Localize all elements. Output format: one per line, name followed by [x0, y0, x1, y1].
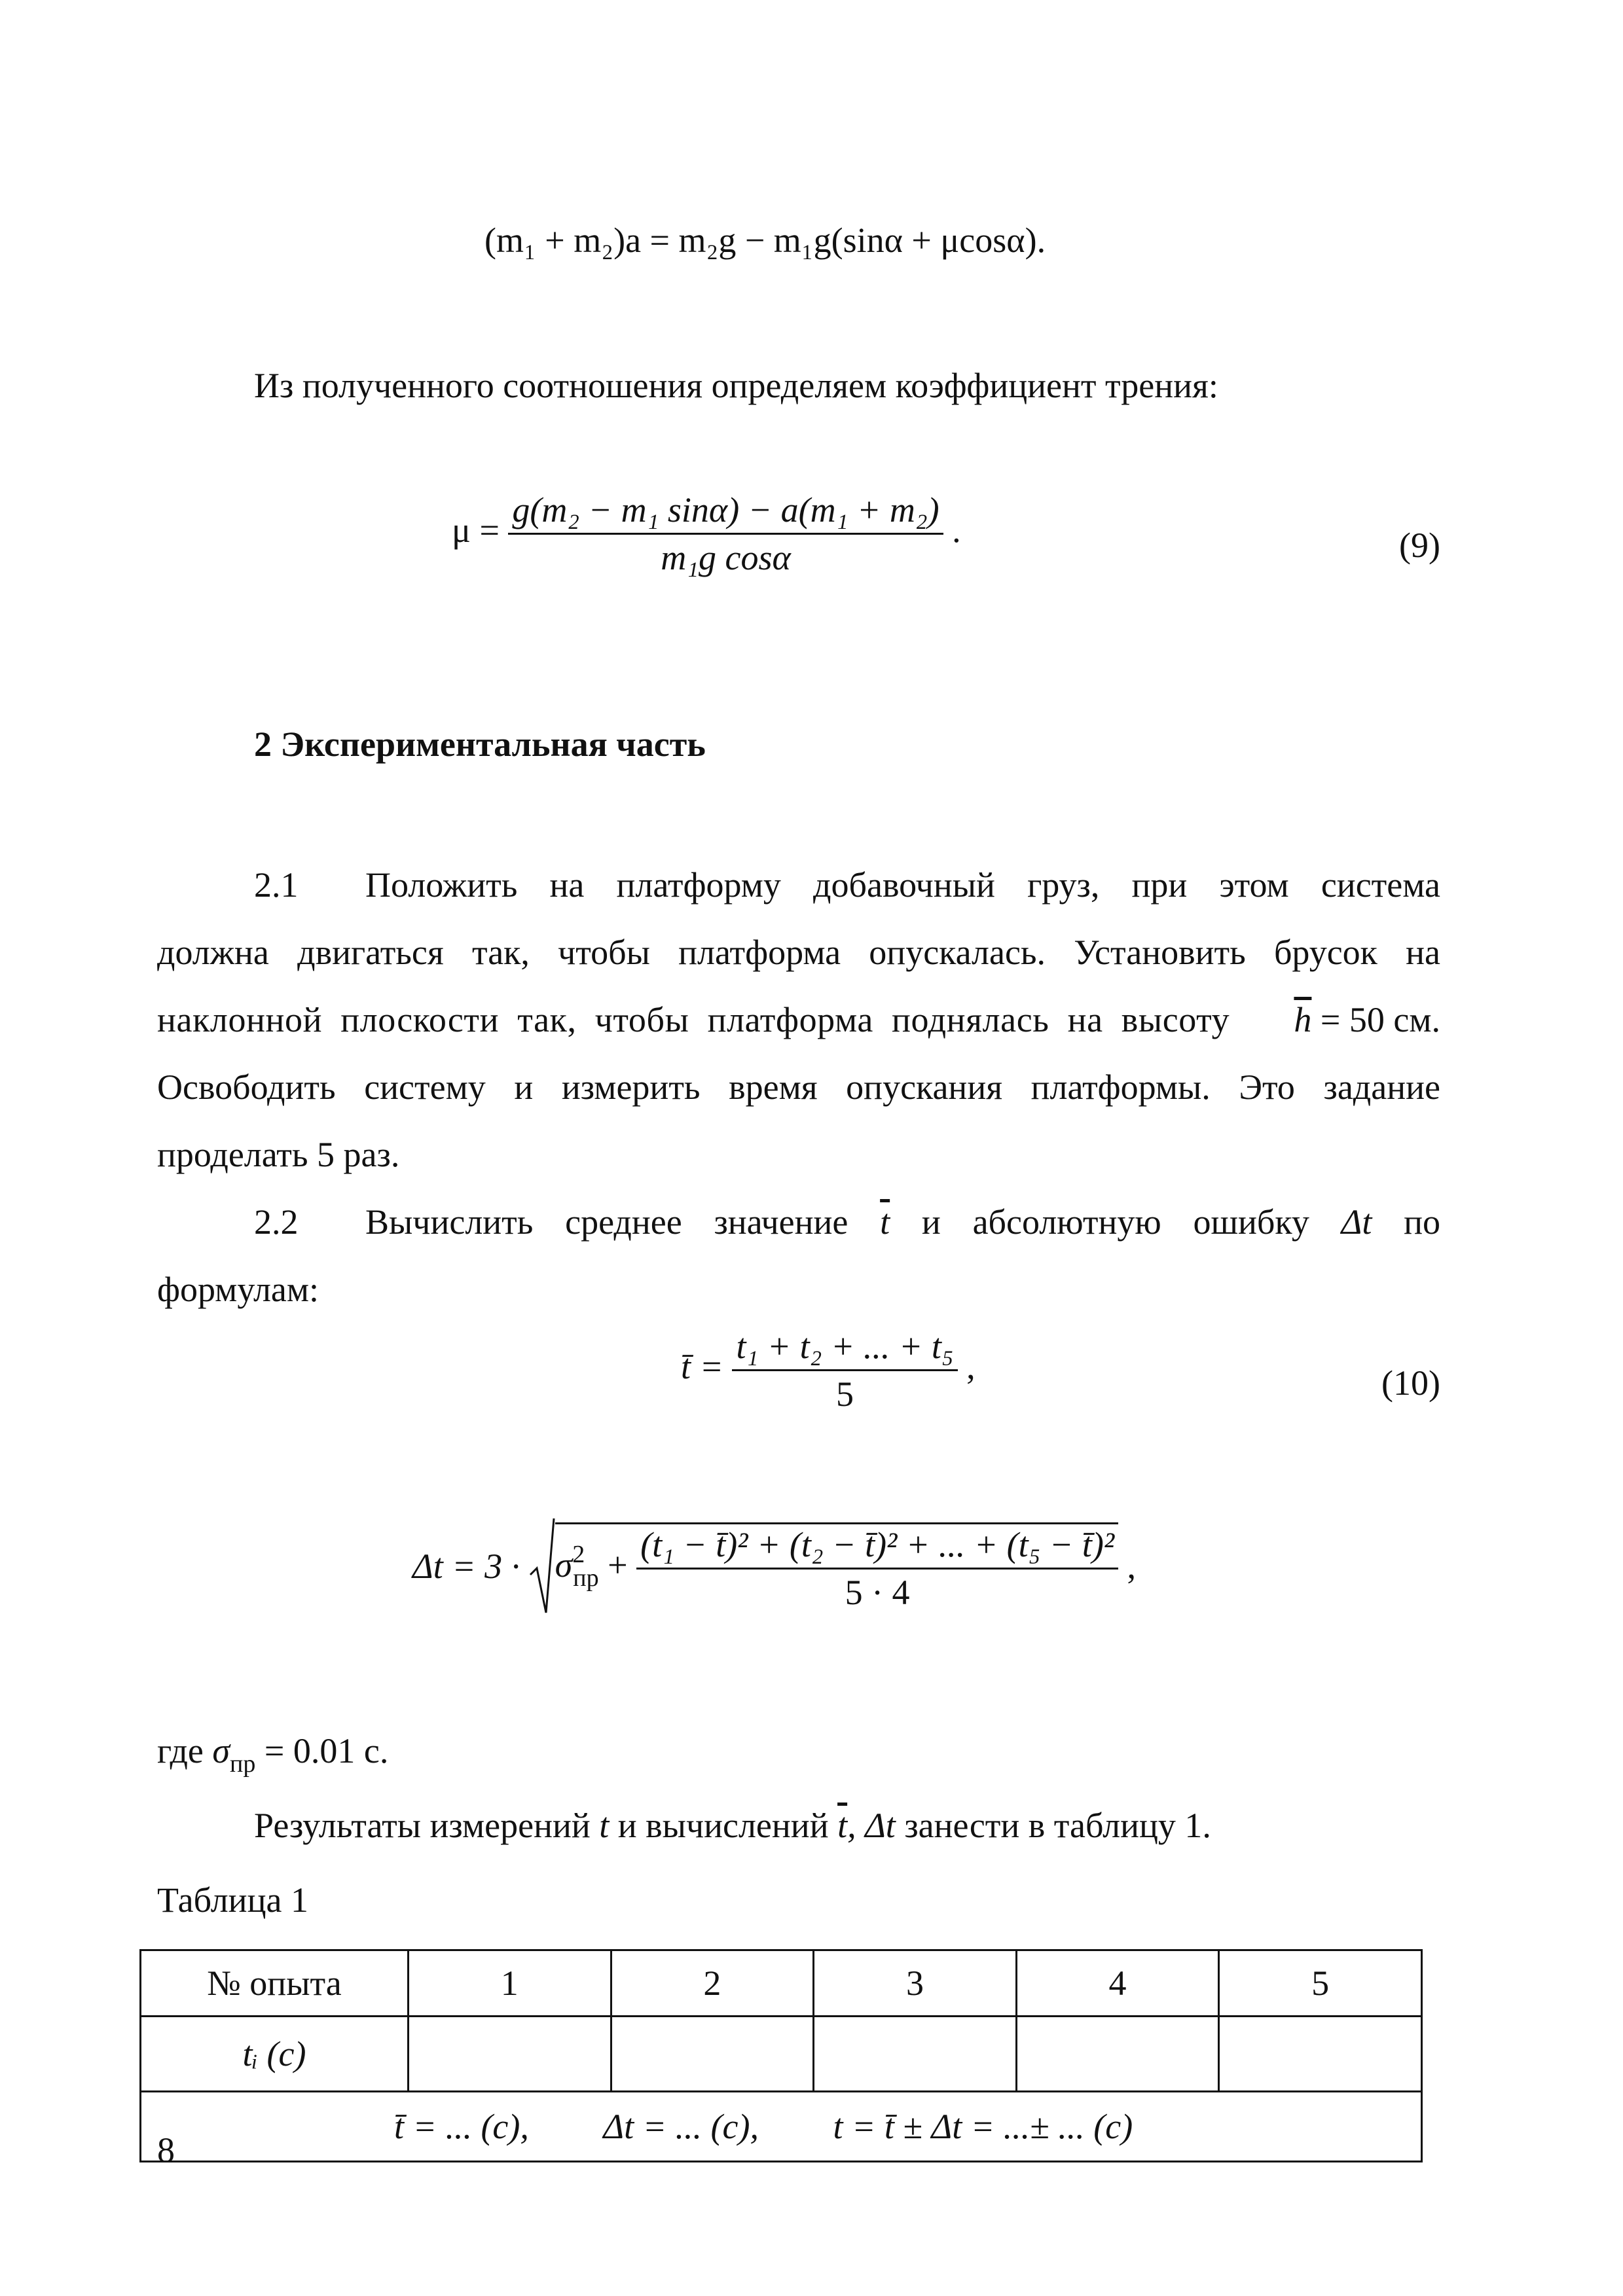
table-cell [814, 2017, 1017, 2092]
results-text-a: Результаты измерений [254, 1806, 591, 1845]
eq-delta-numerator: (t₁ − t̄)² + (t₂ − t̄)² + ... + (t₅ − t̄)² [636, 1527, 1118, 1570]
page-number: 8 [157, 2130, 175, 2170]
eq9-fraction [508, 492, 943, 575]
height-value: = 50 см. [1320, 1000, 1440, 1039]
eq10-number: (10) [1381, 1363, 1440, 1403]
height-symbol: $\overline{h}$ [1294, 1000, 1312, 1039]
eq9-lhs: μ = [452, 510, 500, 550]
table-summary-cell [141, 2092, 1422, 2162]
equation-motion [484, 223, 1046, 258]
eq-delta-denominator: 5 · 4 [845, 1573, 910, 1612]
table-header-label: № опыта [141, 1950, 409, 2017]
intro-friction-text: Из полученного соотношения определяем коэффициент трения: [254, 366, 1218, 405]
step-2-2-text-a: Вычислить среднее значение [365, 1202, 848, 1242]
sigma-note-subscript: пр [230, 1750, 256, 1778]
step-2-1-line-3-text: наклонной плоскости так, чтобы платформа поднялась на высоту [157, 1000, 1230, 1039]
equation-motion-text: (m₁ + m₂)a = m₂g − m₁g(sinα + μcosα). [484, 221, 1046, 260]
table-column-header: 3 [814, 1950, 1017, 2017]
table-caption: Таблица 1 [157, 1880, 308, 1920]
table-summary-row [141, 2092, 1422, 2162]
results-table [139, 1949, 1423, 2162]
step-2-1-line-3 [157, 1002, 1440, 1037]
height-expression [1294, 1002, 1440, 1037]
results-text-b: и вычислений [617, 1806, 829, 1845]
table-cell [1016, 2017, 1219, 2092]
delta-t-symbol: Δt [1341, 1202, 1372, 1242]
table-row-label: tᵢ (с) [141, 2017, 409, 2092]
eq10-denominator: 5 [836, 1374, 854, 1414]
eq10-tail: , [966, 1346, 976, 1386]
sigma-subscript: пр [573, 1564, 599, 1592]
table-column-header: 2 [611, 1950, 814, 2017]
eq9-denominator: m₁g cosα [661, 538, 791, 577]
step-2-2-text-c: по [1404, 1202, 1441, 1242]
step-2-2-text-b: и абсолютную ошибку [921, 1202, 1309, 1242]
step-2-2-line-2: формулам: [157, 1270, 319, 1309]
eq-delta-lhs: Δt = 3 · [412, 1547, 520, 1586]
results-text-c: занести в таблицу 1. [904, 1806, 1211, 1845]
eq10-lhs: t̄ = [681, 1346, 723, 1386]
section-heading: 2 Экспериментальная часть [254, 725, 706, 764]
step-2-2-line-1 [254, 1204, 1440, 1240]
summary-delta-t: Δt = ... (с), [603, 2107, 759, 2146]
table-column-header: 1 [409, 1950, 611, 2017]
sigma-symbol: σ [555, 1545, 573, 1585]
t-mean-symbol: $\overline{t}$ [880, 1202, 890, 1242]
step-2-1-number: 2.1 [254, 865, 299, 905]
eq-delta-tail: , [1127, 1547, 1137, 1586]
step-2-1-line-2: должна двигаться так, чтобы платформа опускалась. Установить брусок на [157, 933, 1440, 972]
table-cell [611, 2017, 814, 2092]
sqrt-body: $\sigma^2_{пр}$ + $\frac{\text{(t₁ − t̄)² + (t₂ − t̄)² + ... + (t₅ − t̄)²}}{5 \cdot 4}$ [555, 1522, 1118, 1610]
equation-delta-t [412, 1517, 1136, 1615]
step-2-1-line-4: Освободить систему и измерить время опускания платформы. Это задание [157, 1067, 1440, 1107]
equation-9 [452, 492, 961, 575]
eq10-fraction [732, 1329, 957, 1412]
step-2-1-line-5: проделать 5 раз. [157, 1135, 400, 1174]
eq-delta-fraction [636, 1527, 1118, 1610]
results-line: Результаты измерений t и вычислений $\overline{t}$, Δt занести в таблицу 1. [254, 1806, 1211, 1845]
table-cell [409, 2017, 611, 2092]
sigma-note: где $\sigma_{пр} = 0.01$ с. [157, 1731, 389, 1778]
eq10-numerator: t₁ + t₂ + ... + t₅ [732, 1329, 957, 1371]
eq9-numerator: g(m₂ − m₁ sinα) − a(m₁ + m₂) [508, 492, 943, 535]
eq9-tail: . [952, 510, 961, 550]
step-2-1-line-1-text: Положить на платформу добавочный груз, при этом система [365, 865, 1440, 905]
step-2-2-number: 2.2 [254, 1202, 299, 1242]
table-column-header: 5 [1219, 1950, 1422, 2017]
table-row-ti [141, 2017, 1422, 2092]
sigma-note-prefix: где [157, 1731, 204, 1770]
table-cell [1219, 2017, 1422, 2092]
table-header-row [141, 1950, 1422, 2017]
equation-10 [681, 1329, 976, 1412]
table-column-header: 4 [1016, 1950, 1219, 2017]
summary-t-mean: t̄ = ... (с), [394, 2107, 529, 2146]
step-2-1-line-1 [254, 867, 1440, 903]
sigma-note-value: = 0.01 с. [264, 1731, 389, 1770]
sqrt-sign-icon [529, 1517, 555, 1615]
eq9-number: (9) [1399, 526, 1440, 565]
summary-t-result: t = t̄ ± Δt = ...± ... (с) [833, 2107, 1133, 2146]
